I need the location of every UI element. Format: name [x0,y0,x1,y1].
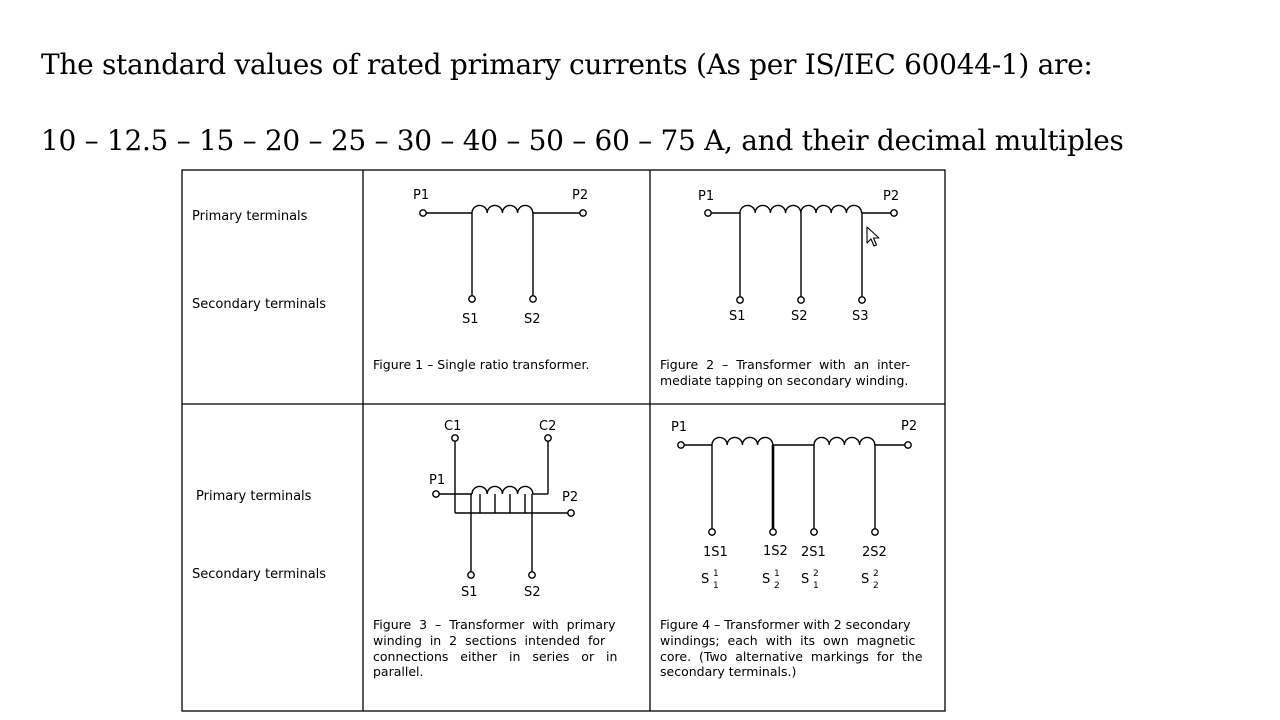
row2-primary-label: Primary terminals [196,489,312,504]
fig4-caption-line-3: core. (Two alternative markings for the [660,649,923,664]
svg-text:1: 1 [774,569,780,579]
fig4-caption-line-2: windings; each with its own magnetic [660,633,916,648]
figure-2-diagram [705,205,897,303]
figure-3-diagram [433,435,574,578]
fig4-caption-line-4: secondary terminals.) [660,664,797,679]
fig3-caption-line-4: parallel. [373,664,424,679]
fig2-s1-label: S1 [729,309,746,324]
figure-4-diagram [678,437,911,535]
fig2-p2-label: P2 [883,189,900,204]
svg-text:2: 2 [873,569,879,579]
svg-text:2: 2 [774,581,780,591]
row1-secondary-label: Secondary terminals [192,297,327,312]
fig4-caption-line-1: Figure 4 – Transformer with 2 secondary [660,617,911,632]
svg-text:S: S [861,572,870,587]
fig3-c2-label: C2 [539,419,557,434]
fig1-s1-label: S1 [462,312,479,327]
row2-secondary-label: Secondary terminals [192,567,327,582]
fig3-c1-label: C1 [444,419,462,434]
fig3-s2-label: S2 [524,585,541,600]
fig3-s1-label: S1 [461,585,478,600]
fig4-2s1-label: 2S1 [801,545,826,560]
svg-text:S: S [701,572,710,587]
fig1-caption: Figure 1 – Single ratio transformer. [373,357,590,372]
fig2-s3-label: S3 [852,309,869,324]
svg-text:S: S [762,572,771,587]
svg-text:2: 2 [813,569,819,579]
fig3-p1-label: P1 [429,473,446,488]
svg-text:2: 2 [873,581,879,591]
svg-text:S: S [801,572,810,587]
fig4-1s2-label: 1S2 [763,544,788,559]
fig3-caption-line-1: Figure 3 – Transformer with primary [373,617,616,632]
fig1-s2-label: S2 [524,312,541,327]
fig4-p1-label: P1 [671,420,688,435]
fig3-caption-line-2: winding in 2 sections intended for [373,633,606,648]
fig2-caption-line-1: Figure 2 – Transformer with an inter- [660,357,910,372]
fig2-caption-line-2: mediate tapping on secondary winding. [660,373,909,388]
fig2-p1-label: P1 [698,189,715,204]
fig4-2s2-label: 2S2 [862,545,887,560]
fig4-p2-label: P2 [901,419,918,434]
fig1-p2-label: P2 [572,188,589,203]
svg-text:1: 1 [713,581,719,591]
figure-1-diagram [420,205,586,302]
fig1-p1-label: P1 [413,188,430,203]
fig2-s2-label: S2 [791,309,808,324]
svg-text:1: 1 [813,581,819,591]
fig3-caption-line-3: connections either in series or in [373,649,618,664]
heading-line-1: The standard values of rated primary currents (As per IS/IEC 60044-1) are: [41,48,1093,81]
fig4-alt-marking-1 [701,569,719,591]
fig4-alt-marking-4 [861,569,879,591]
fig4-1s1-label: 1S1 [703,545,728,560]
fig3-p2-label: P2 [562,490,579,505]
fig4-alt-marking-3 [801,569,819,591]
heading-line-2: 10 – 12.5 – 15 – 20 – 25 – 30 – 40 – 50 – 60 – 75 A, and their decimal multiples [41,124,1124,157]
fig4-alt-marking-2 [762,569,780,591]
row1-primary-label: Primary terminals [192,209,308,224]
svg-text:1: 1 [713,569,719,579]
mouse-cursor-icon [866,226,880,248]
